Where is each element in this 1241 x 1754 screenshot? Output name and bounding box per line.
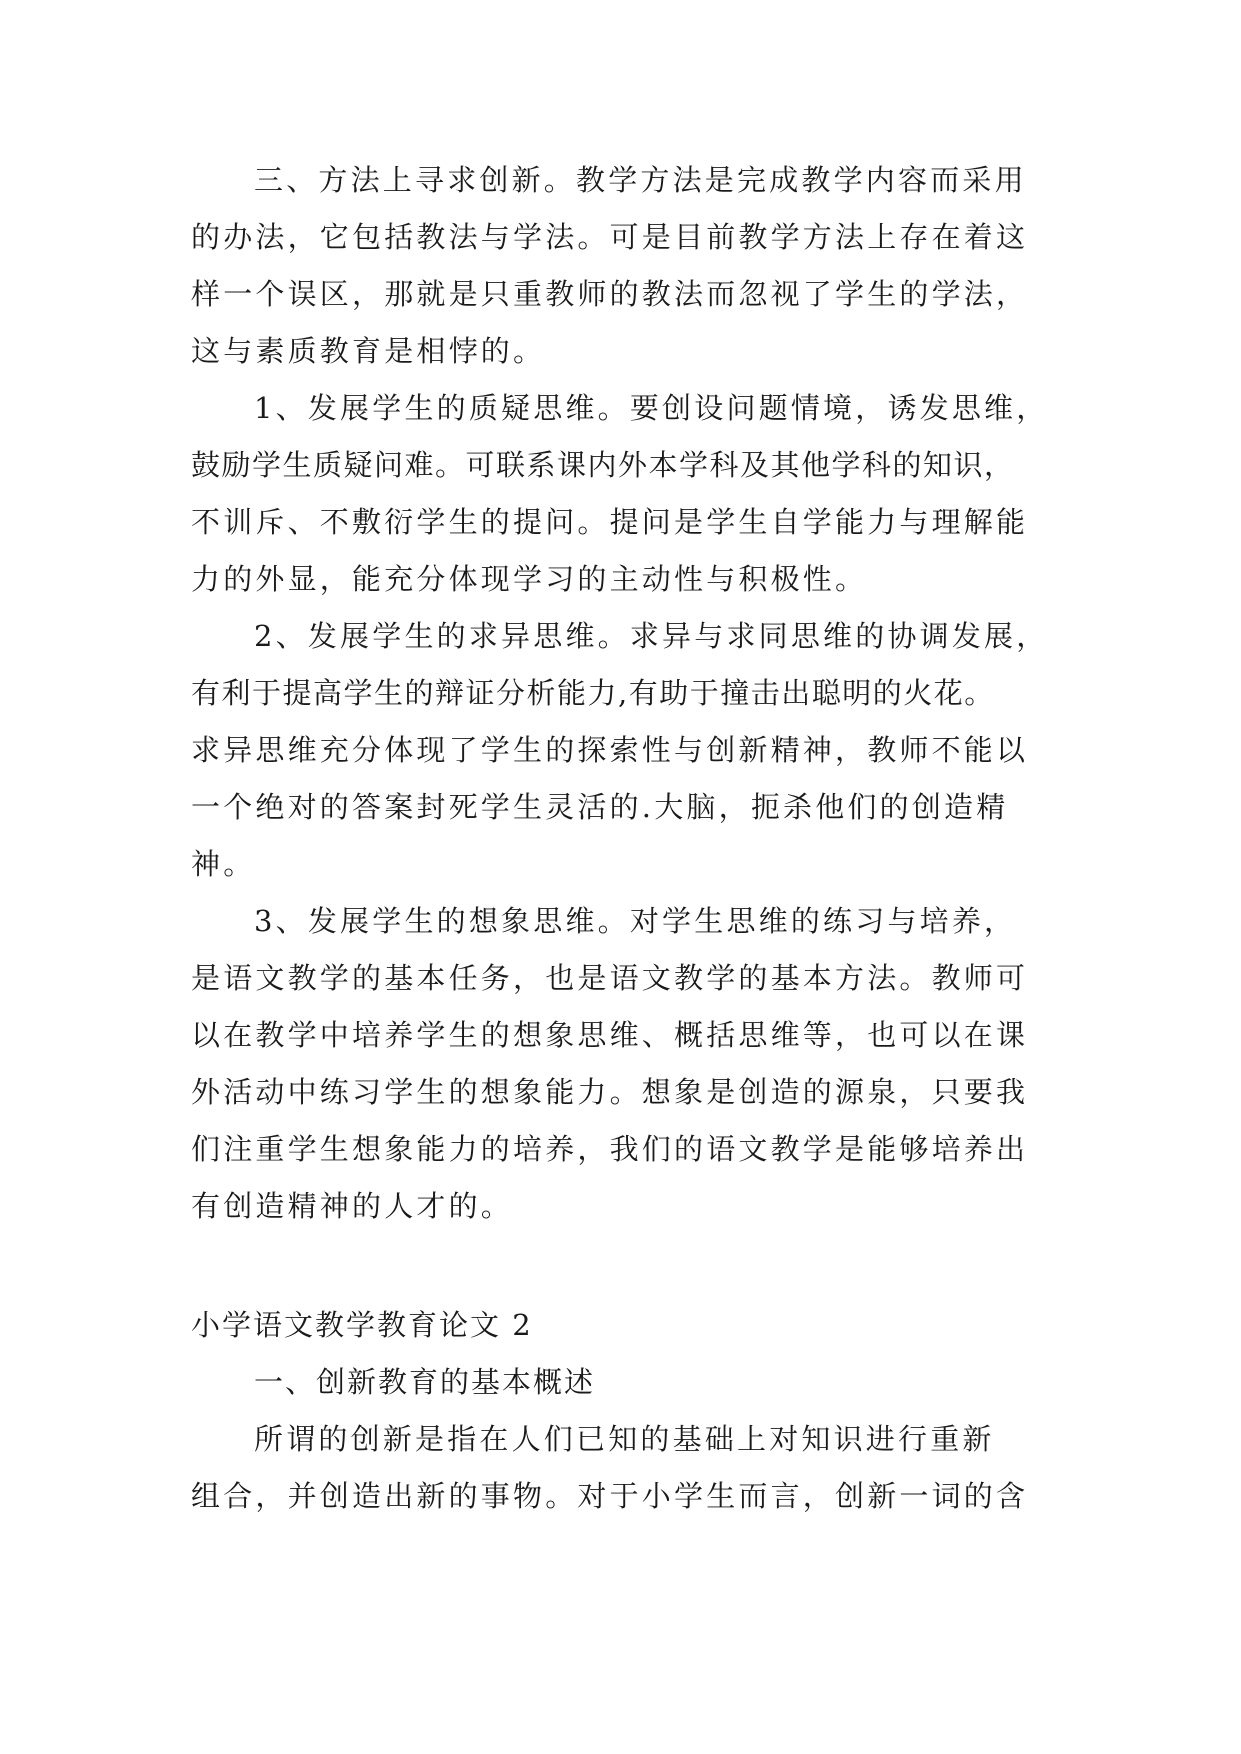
section-title: 小学语文教学教育论文 2 — [191, 1308, 533, 1342]
section-subheading: 一、创新教育的基本概述 — [254, 1365, 596, 1399]
paragraph-line: 鼓励学生质疑问难。可联系课内外本学科及其他学科的知识， — [191, 448, 1015, 482]
paragraph-line: 力的外显，能充分体现学习的主动性与积极性。 — [191, 562, 868, 596]
paragraph-line: 3、发展学生的想象思维。对学生思维的练习与培养， — [254, 904, 1017, 938]
paragraph-line: 这与素质教育是相悖的。 — [191, 334, 546, 368]
paragraph-line: 以在教学中培养学生的想象思维、概括思维等，也可以在课 — [191, 1018, 1029, 1052]
paragraph-line: 神。 — [191, 847, 256, 881]
paragraph-line: 样一个误区，那就是只重教师的教法而忽视了学生的学法， — [191, 277, 1029, 311]
paragraph-line: 有利于提高学生的辩证分析能力,有助于撞击出聪明的火花。 — [191, 676, 995, 710]
paragraph-line: 是语文教学的基本任务，也是语文教学的基本方法。教师可 — [191, 961, 1029, 995]
paragraph-line: 有创造精神的人才的。 — [191, 1189, 514, 1223]
paragraph-line: 们注重学生想象能力的培养，我们的语文教学是能够培养出 — [191, 1132, 1029, 1166]
paragraph-line: 不训斥、不敷衍学生的提问。提问是学生自学能力与理解能 — [191, 505, 1029, 539]
paragraph-line: 的办法，它包括教法与学法。可是目前教学方法上存在着这 — [191, 220, 1029, 254]
paragraph-line: 求异思维充分体现了学生的探索性与创新精神，教师不能以 — [191, 733, 1029, 767]
paragraph-line: 一个绝对的答案封死学生灵活的.大脑，扼杀他们的创造精 — [191, 790, 1009, 824]
paragraph-line: 所谓的创新是指在人们已知的基础上对知识进行重新 — [254, 1422, 995, 1456]
paragraph-line: 三、方法上寻求创新。教学方法是完成教学内容而采用 — [254, 163, 1027, 197]
paragraph-line: 2、发展学生的求异思维。求异与求同思维的协调发展， — [254, 619, 1049, 653]
paragraph-line: 1、发展学生的质疑思维。要创设问题情境，诱发思维， — [254, 391, 1049, 425]
paragraph-line: 外活动中练习学生的想象能力。想象是创造的源泉，只要我 — [191, 1075, 1029, 1109]
paragraph-line: 组合，并创造出新的事物。对于小学生而言，创新一词的含 — [191, 1479, 1029, 1513]
